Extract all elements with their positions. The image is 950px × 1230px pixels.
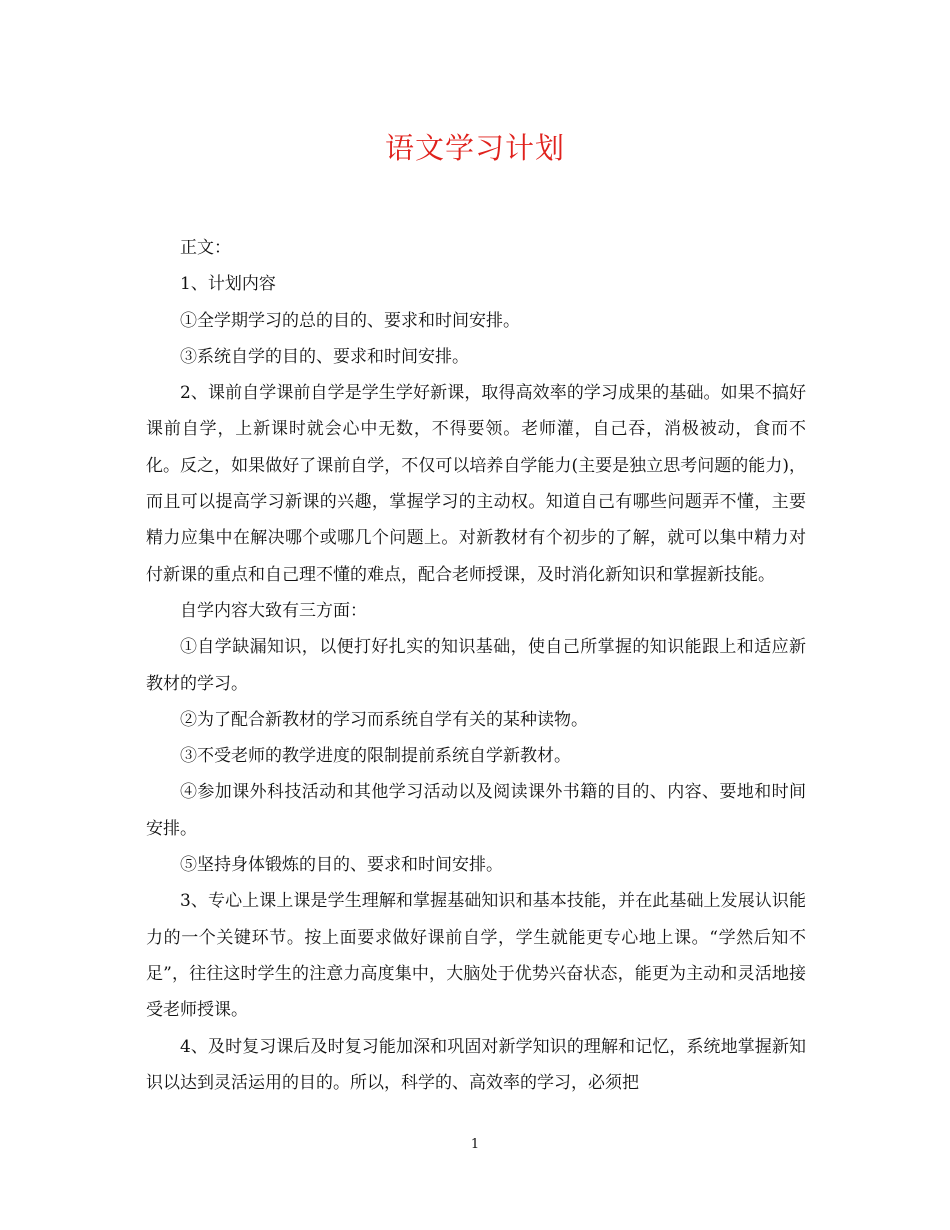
- paragraph-item: ④参加课外科技活动和其他学习活动以及阅读课外书籍的目的、内容、要地和时间安排。: [146, 782, 806, 839]
- paragraph-subheading: 自学内容大致有三方面：: [180, 600, 367, 621]
- paragraph-heading-zhengwen: 正文：: [180, 238, 231, 258]
- document-title: 语文学习计划: [384, 131, 565, 165]
- paragraph-item: ①自学缺漏知识，以便打好扎实的知识基础，使自己所掌握的知识能跟上和适应新教材的学习。: [146, 637, 806, 694]
- paragraph-section-1: 1、计划内容: [180, 274, 276, 295]
- paragraph-section-3: 3、专心上课上课是学生理解和掌握基础知识和基本技能，并在此基础上发展认识能力的一个关键环节。按上面要求做好课前自学，学生就能更专心地上课。“学然后知不足”，往往这时学生的注意力高度集中，大脑处于优势兴奋状态，能更为主动和灵活地接受老师授课。: [146, 891, 806, 1021]
- document-body: [146, 230, 806, 1101]
- paragraph-item: ⑤坚持身体锻炼的目的、要求和时间安排。: [180, 855, 503, 876]
- page-number: 1: [470, 1137, 480, 1152]
- paragraph-item: ①全学期学习的总的目的、要求和时间安排。: [180, 310, 520, 331]
- paragraph-item: ③不受老师的教学进度的限制提前系统自学新教材。: [180, 746, 571, 767]
- paragraph-item: ②为了配合新教材的学习而系统自学有关的某种读物。: [180, 709, 588, 730]
- paragraph-item: ③系统自学的目的、要求和时间安排。: [180, 346, 469, 367]
- paragraph-section-4: 4、及时复习课后及时复习能加深和巩固对新学知识的理解和记忆，系统地掌握新知识以达到灵活运用的目的。所以，科学的、高效率的学习，必须把: [146, 1036, 806, 1093]
- paragraph-section-2: 2、课前自学课前自学是学生学好新课，取得高效率的学习成果的基础。如果不搞好课前自学，上新课时就会心中无数，不得要领。老师灌，自己吞，消极被动，食而不化。反之，如果做好了课前自学，不仅可以培养自学能力(主要是独立思考问题的能力)，而且可以提高学习新课的兴趣，掌握学习的主动权。知道自己有哪些问题弄不懂，主要精力应集中在解决哪个或哪几个问题上。对新教材有个初步的了解，就可以集中精力对付新课的重点和自己理不懂的难点，配合老师授课，及时消化新知识和掌握新技能。: [146, 383, 806, 585]
